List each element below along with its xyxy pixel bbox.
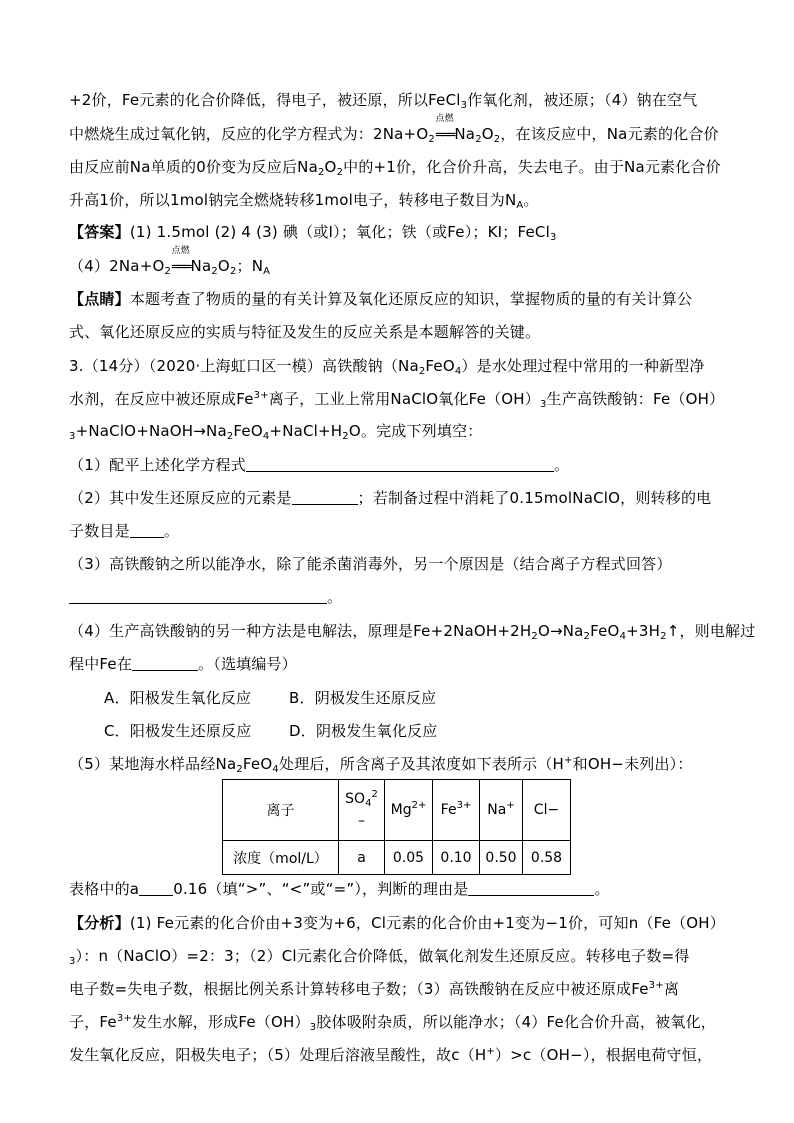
sub-question-4: （4）生产高铁酸钠的另一种方法是电解法，原理是$Fe+2NaOH+2H_2O\to Na_2FeO_4+3H_2↑$，则电解过 [69, 622, 756, 642]
sub-question-5-cont: 表格中的a 0.16（填“>”、“<”或“=”），判断的理由是 。 [69, 880, 610, 898]
explanation-line-1: +2价，Fe元素的化合价降低，得电子，被还原，所以FeCl$_3$作氧化剂，被还原；（4）钠在空气 [69, 91, 698, 111]
table-header-cell: $SO_4^2$ – [339, 780, 385, 841]
table-header-cell: $Fe^{3+}$ [433, 780, 480, 841]
analysis-line-1: 【分析】(1) Fe元素的化合价由+3变为+6，Cl元素的化合价由+1变为−1价，可知n（Fe（OH） [69, 914, 725, 932]
analysis-label: 【分析】 [69, 914, 130, 932]
question3-line-2: 水剂，在反应中被还原成$Fe^{3+}$离子，工业上常用NaClO氧化$Fe(OH)_3$生产高铁酸钠：Fe（OH） [69, 390, 725, 410]
sub-question-3: （3）高铁酸钠之所以能净水，除了能杀菌消毒外，另一个原因是（结合离子方程式回答） [69, 555, 672, 573]
analysis-line-4: 子，$Fe^{3+}$发生水解，形成$Fe(OH)_3$胶体吸附杂质，所以能净水；（4）Fe化合价升高，被氧化， [69, 1013, 716, 1033]
table-cell: 浓度（mol/L） [223, 841, 339, 875]
sub-question-4-cont: 程中Fe在 。（选填编号） [69, 655, 297, 673]
sub-question-1: （1）配平上述化学方程式 。 [69, 456, 570, 474]
question3-line-3: $_3+NaClO+NaOH\to Na_2FeO_4+NaCl+H_2O$。完成下列填空： [69, 422, 483, 442]
option-b[interactable]: B．阴极发生还原反应 [289, 689, 437, 707]
table-row [223, 841, 571, 875]
sub-question-2: （2）其中发生还原反应的元素是 ；若制备过程中消耗了0.15molNaClO，则转移的电 [69, 489, 712, 507]
reaction-condition: 点燃 ═══ [435, 114, 454, 143]
answer-blank[interactable] [69, 588, 327, 604]
answer-blank[interactable] [292, 489, 358, 505]
review-line-2: 式、氧化还原反应的实质与特征及发生的反应关系是本题解答的关键。 [69, 323, 541, 341]
explanation-line-3: 由反应前Na单质的0价变为反应后$Na_2O_2$中的+1价，化合价升高，失去电子。由于Na元素化合价 [69, 158, 721, 178]
answer-blank[interactable] [132, 655, 198, 671]
table-header-cell: Cl− [523, 780, 571, 841]
sub-question-2-cont: 子数目是 。 [69, 522, 180, 540]
table-cell: 0.50 [480, 841, 523, 875]
answer-label: 【答案】 [69, 223, 130, 241]
sub-question-3-cont: 。 [69, 587, 342, 607]
answer-blank[interactable] [139, 880, 173, 896]
analysis-line-3: 电子数=失电子数，根据比例关系计算转移电子数；（3）高铁酸钠在反应中被还原成$Fe^{3+}$离 [69, 980, 680, 998]
reaction-condition: 点燃 ═══ [171, 246, 190, 275]
table-header-cell: $Mg^{2+}$ [385, 780, 433, 841]
option-d[interactable]: D．阴极发生氧化反应 [289, 722, 438, 740]
ion-concentration-table [222, 779, 571, 875]
analysis-line-2: $_3$）：n（NaClO）=2：3；（2）Cl元素化合价降低，做氧化剂发生还原反应。转移电子数=得 [69, 947, 690, 967]
answer-blank[interactable] [468, 880, 594, 896]
review-line-1: 【点睛】本题考查了物质的量的有关计算及氧化还原反应的知识，掌握物质的量的有关计算公 [69, 290, 693, 308]
sub-question-5: （5）某地海水样品经$Na_2FeO_4$处理后，所含离子及其浓度如下表所示（H+和OH−未列出）： [69, 755, 693, 775]
answer-line: 【答案】(1) 1.5mol (2) 4 (3) 碘（或I）；氧化；铁（或Fe）；KI；FeCl$_3$ [69, 223, 557, 243]
explanation-line-4: 升高1价，所以1mol钠完全燃烧转移1mol电子，转移电子数目为$N_A$。 [69, 191, 539, 211]
table-cell: a [339, 841, 385, 875]
table-cell: 0.05 [385, 841, 433, 875]
explanation-line-2: 中燃烧生成过氧化钠，反应的化学方程式为：$2Na+O_2$ 点燃 $═══Na_2O_2$，在该反应中，Na元素的化合价 [69, 114, 719, 145]
table-header-cell: Na+ [480, 780, 523, 841]
table-cell: 0.10 [433, 841, 480, 875]
answer-blank[interactable] [246, 456, 554, 472]
review-label: 【点睛】 [69, 290, 130, 308]
table-header-row [223, 780, 571, 841]
table-header-cell: 离子 [223, 780, 339, 841]
table-cell: 0.58 [523, 841, 571, 875]
option-a[interactable]: A．阳极发生氧化反应 [104, 689, 252, 707]
option-c[interactable]: C．阳极发生还原反应 [104, 722, 252, 740]
answer-blank[interactable] [130, 522, 164, 538]
analysis-line-5: 发生氧化反应，阳极失电子；（5）处理后溶液呈酸性，故c（H+）>c（OH−），根据电荷守恒， [69, 1046, 713, 1064]
answer-line-2: $(4)2Na+O_2$ 点燃 $═══Na_2O_2$；$N_A$ [69, 246, 271, 277]
question3-line-1: 3.（14分）（2020·上海虹口区一模）高铁酸钠$(Na_2FeO_4)$是水处理过程中常用的一种新型净 [69, 357, 705, 377]
